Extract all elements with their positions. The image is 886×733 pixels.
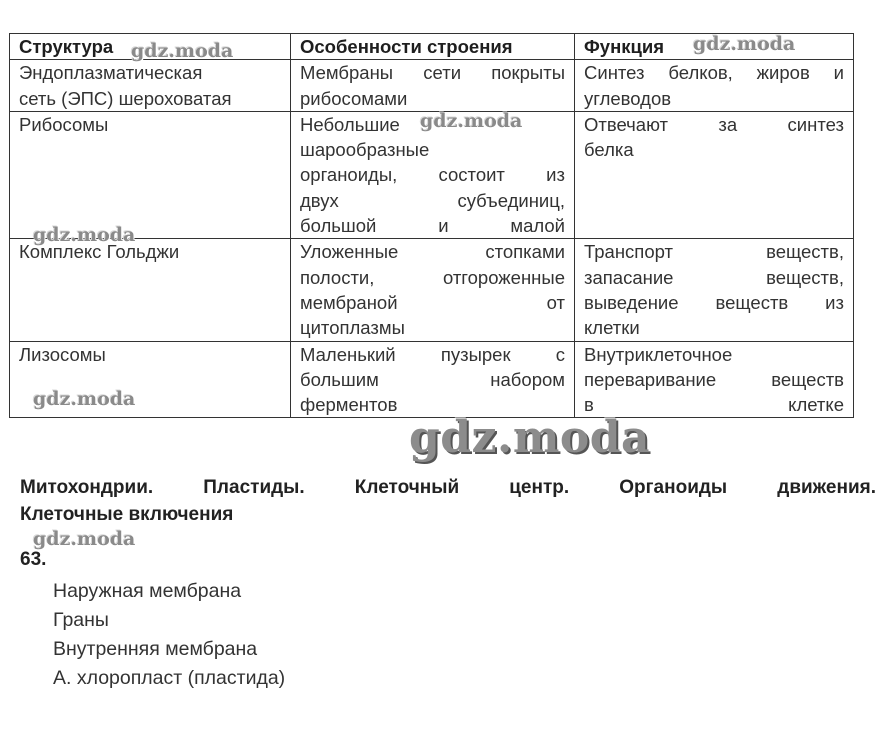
cell-function (575, 111, 854, 238)
watermark-large: gdz.moda (409, 412, 651, 463)
cell-line: Уложенные стопками (300, 241, 565, 263)
cell-line: полости, отгороженные (300, 266, 565, 288)
cell-structure (10, 111, 291, 238)
cell-line: Рибосомы (19, 113, 109, 135)
cell-line: выведение веществ из (584, 291, 844, 313)
cell-line: переваривание веществ (584, 368, 844, 390)
watermark: gdz.moda (420, 110, 523, 132)
question-number: 63. (20, 549, 47, 570)
cell-line: цитоплазмы (300, 317, 405, 339)
section-heading-line: Митохондрии. Пластиды. Клеточный центр. Органоиды движения. (20, 477, 876, 498)
cell-line: Комплекс Гольджи (19, 241, 180, 263)
answer-list (53, 577, 285, 693)
cell-features (291, 239, 575, 341)
watermark: gdz.moda (33, 388, 136, 410)
cell-structure (10, 60, 291, 112)
answer-item: А. хлоропласт (пластида) (53, 667, 286, 689)
header-structure: Структура (10, 34, 291, 60)
cell-features (291, 341, 575, 418)
cell-line: рибосомами (300, 87, 408, 109)
cell-line: белка (584, 139, 634, 161)
cell-line: сеть (ЭПС) шероховатая (19, 87, 232, 109)
table-row (10, 341, 854, 418)
cell-line: большой и малой (300, 215, 565, 237)
cell-line: Небольшие (300, 113, 400, 135)
cell-features (291, 60, 575, 112)
cell-structure (10, 239, 291, 341)
cell-line: Синтез белков, жиров и (584, 62, 844, 84)
answer-item: Внутренняя мембрана (53, 638, 258, 660)
cell-line: Отвечают за синтез (584, 113, 844, 135)
cell-function (575, 239, 854, 341)
watermark: gdz.moda (33, 528, 136, 550)
cell-line: запасание веществ, (584, 266, 844, 288)
cell-line: двух субъединиц, (300, 189, 565, 211)
cell-line: углеводов (584, 87, 672, 109)
watermark: gdz.moda (131, 40, 234, 62)
header-function: Функция (575, 34, 854, 60)
cell-line: шарообразные (300, 139, 430, 161)
table-row (10, 239, 854, 341)
cell-line: клетки (584, 317, 640, 339)
cell-line: мембраной от (300, 291, 565, 313)
header-features: Особенности строения (291, 34, 575, 60)
answer-item: Наружная мембрана (53, 580, 242, 602)
cell-line: Внутриклеточное (584, 343, 733, 365)
cell-line: органоиды, состоит из (300, 164, 565, 186)
answer-item: Граны (53, 609, 109, 631)
cell-line: ферментов (300, 394, 398, 416)
cell-line: большим набором (300, 368, 565, 390)
section-heading-line: Клеточные включения (20, 504, 234, 525)
cell-function (575, 341, 854, 418)
cell-line: Транспорт веществ, (584, 241, 844, 263)
cell-line: Лизосомы (19, 343, 106, 365)
watermark: gdz.moda (33, 224, 136, 246)
cell-line: Мембраны сети покрыты (300, 62, 565, 84)
section-heading (20, 474, 876, 528)
cell-line: в клетке (584, 394, 844, 416)
table-row (10, 60, 854, 112)
cell-line: Маленький пузырек с (300, 343, 565, 365)
cell-line: Эндоплазматическая (19, 62, 203, 84)
cell-function (575, 60, 854, 112)
watermark: gdz.moda (693, 33, 796, 55)
organelles-table (9, 33, 854, 418)
